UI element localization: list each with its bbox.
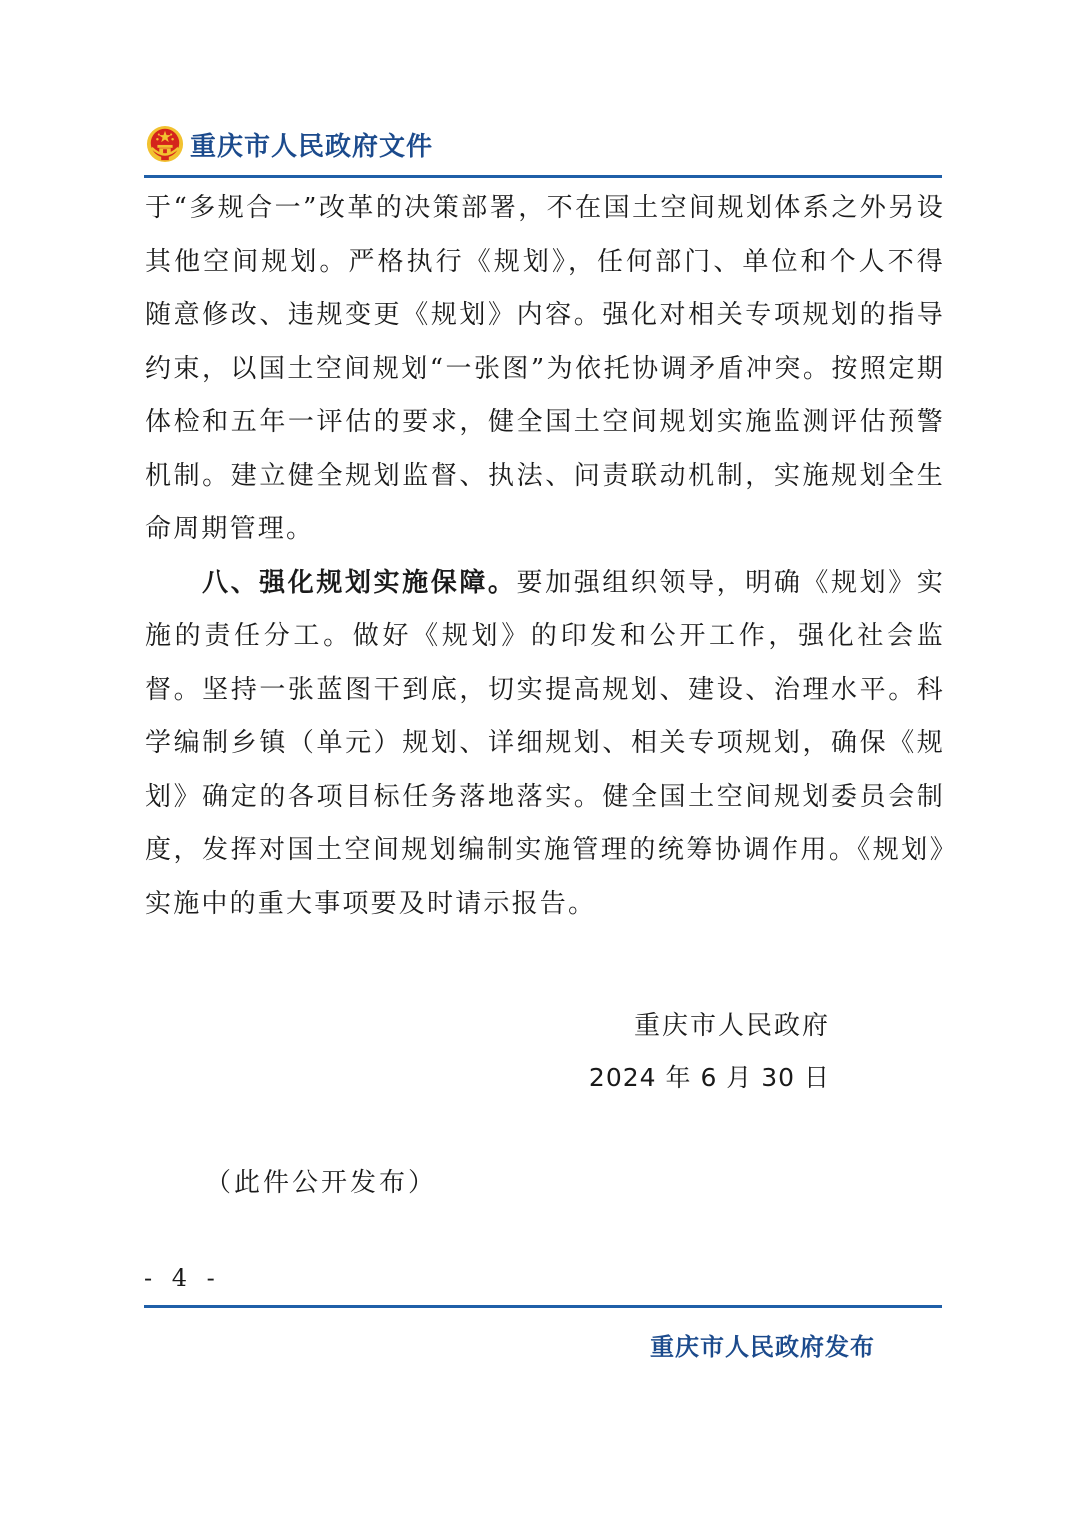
- document-body: [145, 182, 945, 931]
- issuer-name: 重庆市人民政府: [633, 1011, 830, 1041]
- document-header: [146, 122, 433, 166]
- issue-date: 2024 年 6 月 30 日: [588, 1063, 830, 1092]
- body-paragraph: [145, 557, 945, 932]
- page-number: - 4 -: [144, 1264, 221, 1292]
- footer-divider: [144, 1305, 942, 1308]
- header-title: 重庆市人民政府文件: [190, 131, 434, 162]
- public-release-note: （此件公开发布）: [205, 1168, 438, 1198]
- footer-publisher: 重庆市人民政府发布: [650, 1333, 875, 1361]
- section-heading: 八、强化规划实施保障。: [202, 567, 517, 598]
- body-paragraph: 于“多规合一”改革的决策部署，不在国土空间规划体系之外另设其他空间规划。严格执行《规划》，任何部门、单位和个人不得随意修改、违规变更《规划》内容。强化对相关专项规划的指导约束，以国土空间规划“一张图”为依托协调矛盾冲突。按照定期体检和五年一评估的要求，健全国土空间规划实施监测评估预警机制。建立健全规划监督、执法、问责联动机制，实施规划全生命周期管理。: [145, 193, 945, 544]
- header-divider: [144, 175, 942, 178]
- section-text: 要加强组织领导，明确《规划》实施的责任分工。做好《规划》的印发和公开工作，强化社会监督。坚持一张蓝图干到底，切实提高规划、建设、治理水平。科学编制乡镇（单元）规划、详细规划、相关专项规划，确保《规划》确定的各项目标任务落地落实。健全国土空间规划委员会制度，发挥对国土空间规划编制实施管理的统筹协调作用。《规划》实施中的重大事项要及时请示报告。: [145, 567, 945, 919]
- national-emblem-icon: [146, 125, 184, 163]
- signature-block: [540, 1000, 830, 1104]
